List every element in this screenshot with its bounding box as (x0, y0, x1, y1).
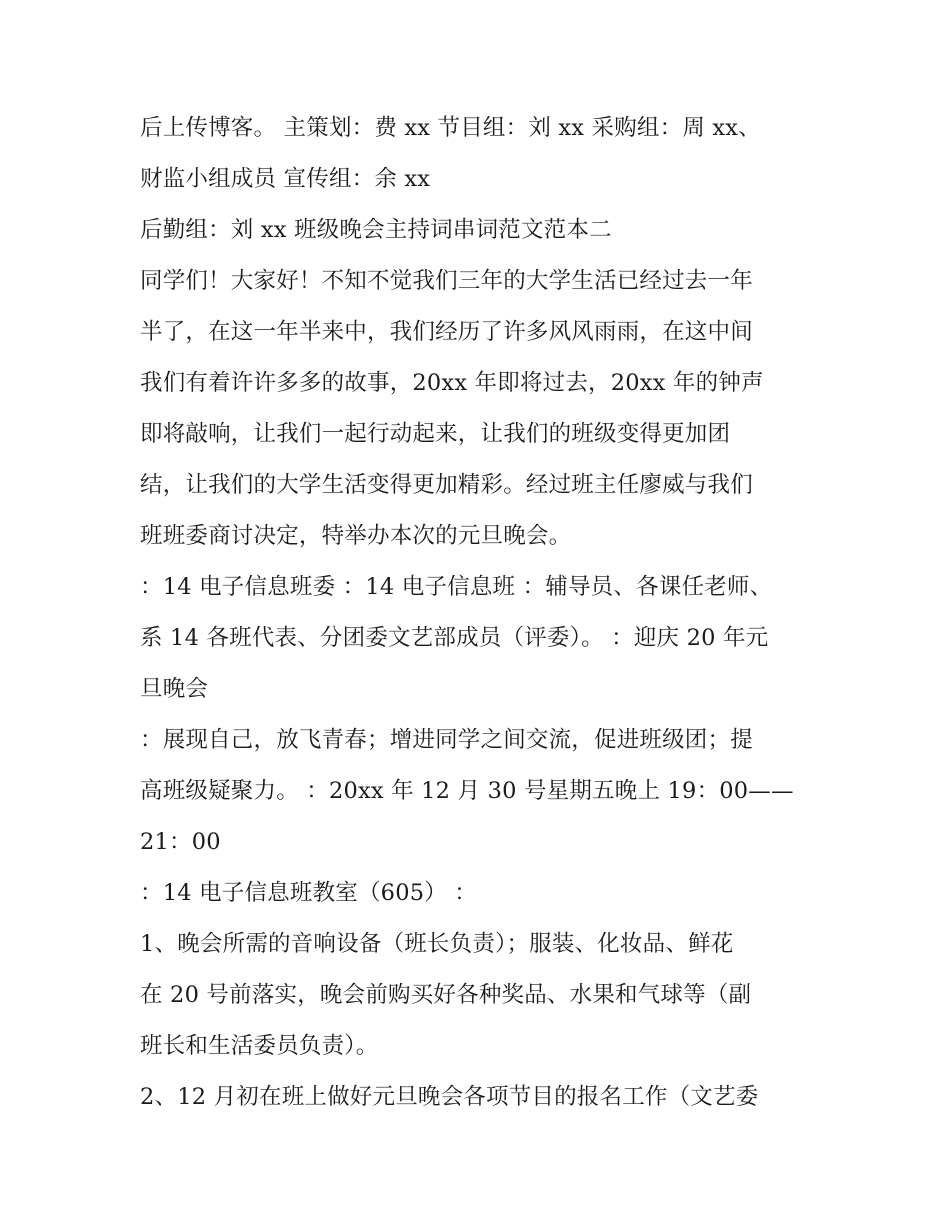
text-line: ：展现自己，放飞青春；增进同学之间交流，促进班级团；提 (140, 727, 753, 753)
text-line: 旦晚会 (140, 676, 209, 702)
document-body (140, 103, 820, 1123)
text-line: 后上传博客。 主策划：费 xx 节目组：刘 xx 采购组：周 xx、 (140, 115, 761, 141)
text-line: 高班级疑聚力。 ：20xx 年 12 月 30 号星期五晚上 19：00—— (140, 778, 794, 804)
text-line: 财监小组成员 宣传组：余 xx (140, 166, 431, 192)
text-line: 半了，在这一年半来中，我们经历了许多风风雨雨，在这中间 (140, 319, 753, 345)
text-line: 我们有着许许多多的故事，20xx 年即将过去，20xx 年的钟声 (140, 370, 764, 396)
text-line: 在 20 号前落实，晚会前购买好各种奖品、水果和气球等（副 (140, 982, 752, 1008)
text-line: 2、12 月初在班上做好元旦晚会各项节目的报名工作（文艺委 (140, 1084, 759, 1110)
text-line: 系 14 各班代表、分团委文艺部成员（评委）。 ：迎庆 20 年元 (140, 625, 769, 651)
text-line: 班班委商讨决定，特举办本次的元旦晚会。 (140, 523, 572, 549)
text-line: 同学们！大家好！不知不觉我们三年的大学生活已经过去一年 (140, 268, 753, 294)
text-line: 后勤组：刘 xx 班级晚会主持词串词范文范本二 (140, 217, 612, 243)
text-line: 班长和生活委员负责）。 (140, 1033, 379, 1059)
text-line: 1、晚会所需的音响设备（班长负责）；服装、化妆品、鲜花 (140, 931, 734, 957)
text-line: 结，让我们的大学生活变得更加精彩。经过班主任廖威与我们 (140, 472, 753, 498)
text-line: 即将敲响，让我们一起行动起来，让我们的班级变得更加团 (140, 421, 731, 447)
text-line: ：14 电子信息班教室（605） ： (140, 880, 477, 906)
text-line: ：14 电子信息班委 ：14 电子信息班 ：辅导员、各课任老师、 (140, 574, 773, 600)
text-line: 21：00 (140, 829, 221, 855)
